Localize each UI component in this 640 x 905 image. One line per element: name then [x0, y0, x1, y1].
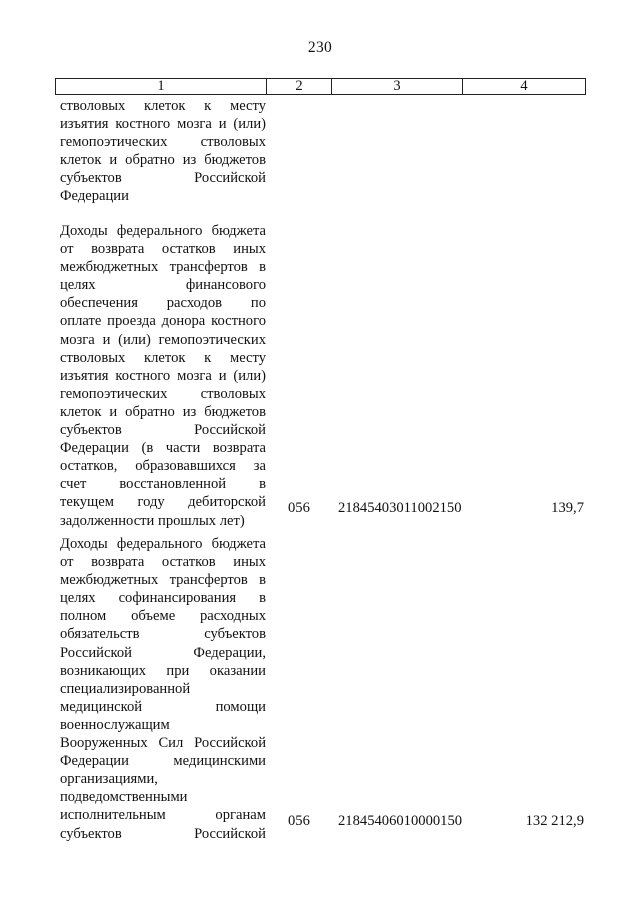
- row-1-line: клеток и обратно из бюджетов: [60, 403, 266, 420]
- row-2-line: специализированной: [60, 680, 191, 697]
- row-1-line: стволовых клеток к месту: [60, 349, 266, 366]
- header-cell-1: 1: [56, 79, 267, 94]
- row-2-line: подведомственными: [60, 789, 188, 806]
- row-1-line: субъектов Российской: [60, 422, 266, 439]
- row-2-line: организациями,: [60, 771, 158, 788]
- row-2-line: Доходы федерального бюджета: [60, 536, 266, 552]
- row-1-line: остатков, образовавшихся за: [60, 458, 266, 475]
- row-1-line: от возврата остатков иных: [60, 241, 266, 258]
- row-2-line: возникающих при оказании: [60, 662, 266, 679]
- header-cell-4: 4: [520, 78, 528, 94]
- row-2-line: Федерации медицинскими: [60, 753, 266, 770]
- header-cell-2: 2: [267, 79, 332, 94]
- row-1-line: обеспечения расходов по: [60, 295, 266, 312]
- row-0-description: [60, 97, 266, 206]
- page-number: 230: [307, 39, 333, 56]
- row-0-line: стволовых клеток к месту: [60, 98, 266, 114]
- row-0-line: клеток и обратно из бюджетов: [60, 152, 266, 169]
- row-1-line: Федерации (в части возврата: [60, 440, 266, 457]
- row-2-amount: 132 212,9: [525, 813, 584, 829]
- row-2-line: целях софинансирования в: [60, 590, 266, 607]
- row-2-description: [60, 535, 266, 843]
- row-1-line: текущем году дебиторской: [60, 494, 266, 511]
- row-1-kbk-code: 21845403011002150: [338, 500, 462, 516]
- row-1-line: гемопоэтических стволовых: [60, 385, 266, 402]
- row-2-line: военнослужащим: [60, 716, 170, 733]
- row-2-line: обязательств субъектов: [60, 626, 266, 643]
- row-2-line: межбюджетных трансфертов в: [60, 572, 266, 589]
- row-1-line: задолженности прошлых лет): [60, 512, 245, 529]
- row-0-line: Федерации: [60, 188, 129, 205]
- row-2-line: Российской Федерации,: [60, 644, 266, 661]
- row-1-line: изъятия костного мозга и (или): [60, 367, 266, 384]
- row-1-line: межбюджетных трансфертов в: [60, 259, 266, 276]
- row-2-admin-code: 056: [288, 813, 310, 829]
- row-2-line: от возврата остатков иных: [60, 554, 266, 571]
- row-1-description: [60, 222, 266, 530]
- row-1-line: мозга и (или) гемопоэтических: [60, 331, 266, 348]
- row-1-line: счет восстановленной в: [60, 476, 266, 493]
- row-1-line: оплате проезда донора костного: [60, 313, 266, 330]
- row-0-line: гемопоэтических стволовых: [60, 134, 266, 151]
- row-1-line: Доходы федерального бюджета: [60, 223, 266, 239]
- table-header-row: [55, 78, 586, 95]
- row-2-line: исполнительным органам: [60, 807, 266, 824]
- row-0-line: изъятия костного мозга и (или): [60, 116, 266, 133]
- row-2-line: полном объеме расходных: [60, 608, 266, 625]
- header-cell-3: 3: [332, 79, 463, 94]
- row-1-admin-code: 056: [288, 500, 310, 516]
- row-2-line: медицинской помощи: [60, 698, 266, 715]
- row-2-line: субъектов Российской: [60, 825, 266, 842]
- row-2-kbk-code: 21845406010000150: [338, 813, 463, 829]
- row-2-line: Вооруженных Сил Российской: [60, 735, 266, 752]
- row-1-amount: 139,7: [551, 500, 584, 516]
- row-0-line: субъектов Российской: [60, 170, 266, 187]
- row-1-line: целях финансового: [60, 277, 266, 294]
